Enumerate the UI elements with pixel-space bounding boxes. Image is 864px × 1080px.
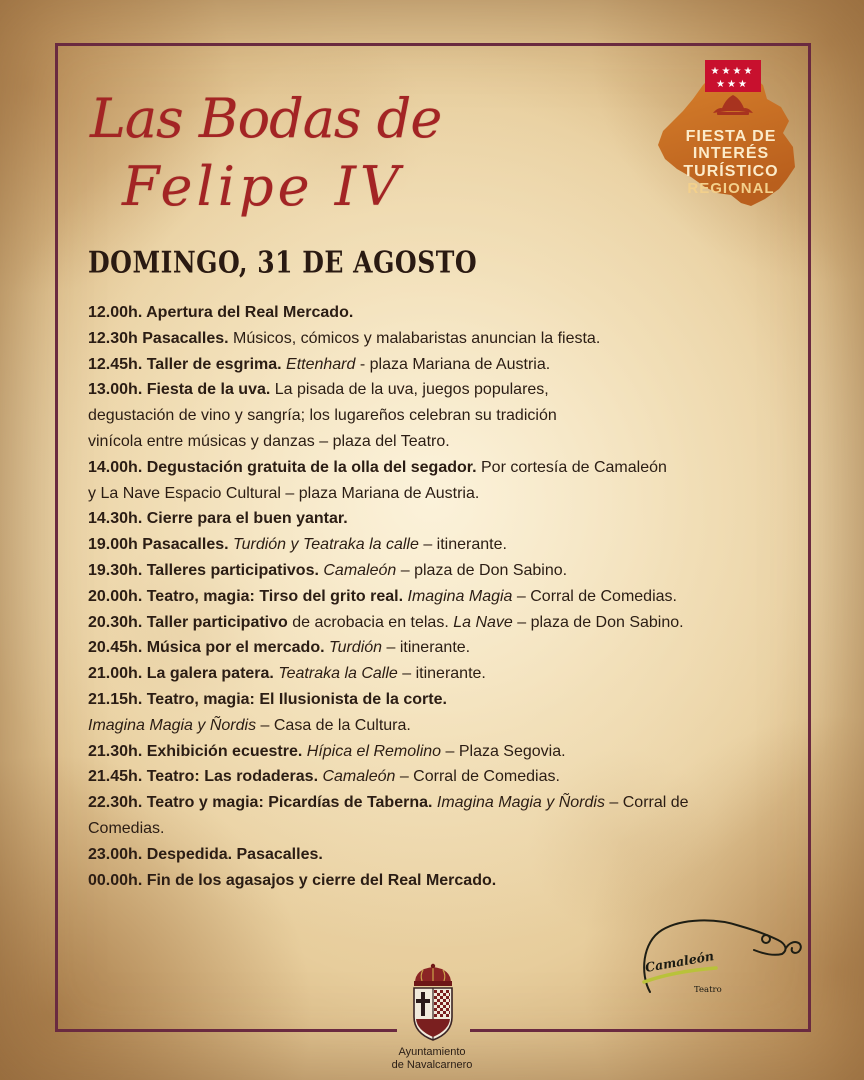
event-detail: – Plaza Segovia.: [441, 742, 566, 760]
theatre-name: Camaleón: [643, 948, 715, 975]
star-icon: ★: [738, 79, 747, 90]
council-line-1: Ayuntamiento: [398, 1046, 466, 1058]
schedule-line: [88, 868, 689, 894]
schedule-line: [88, 816, 689, 842]
crown-icon: [414, 964, 452, 986]
event-title: 21.00h. La galera patera.: [88, 665, 274, 683]
event-title: 20.30h. Taller participativo: [88, 613, 288, 631]
poster-frame-bottom-right: [470, 1029, 811, 1032]
star-icon: ★: [743, 66, 753, 77]
madrid-flag-icon: [705, 60, 761, 92]
navalcarnero-coat-of-arms-icon: [407, 963, 459, 1043]
event-title: 20.45h. Música por el mercado.: [88, 639, 325, 657]
event-title: 14.00h. Degustación gratuita de la olla del segador.: [88, 458, 477, 476]
event-detail: Músicos, cómicos y malabaristas anuncian la fiesta.: [228, 329, 601, 347]
performer-name: La Nave: [453, 613, 513, 631]
schedule-line: [88, 455, 689, 481]
event-title: 21.30h. Exhibición ecuestre.: [88, 742, 303, 760]
schedule-line: [88, 661, 689, 687]
performer-name: Imagina Magia y Ñordis: [88, 716, 257, 734]
star-icon: ★: [732, 66, 742, 77]
event-detail: – Corral de: [604, 794, 689, 812]
schedule-list: [88, 300, 689, 893]
schedule-line: [88, 764, 689, 790]
schedule-line: [88, 300, 689, 326]
star-icon: ★: [710, 66, 720, 77]
badge-line-4: REGIONAL: [687, 180, 775, 197]
event-title: 12.00h. Apertura del Real Mercado.: [88, 304, 354, 321]
performer-name: Ettenhard: [281, 355, 356, 373]
schedule-line: [88, 687, 689, 713]
star-icon: ★: [716, 79, 725, 90]
schedule-line: [88, 842, 689, 868]
performer-name: Camaleón: [318, 768, 396, 786]
event-detail: degustación de vino y sangría; los lugareños celebran su tradición: [88, 407, 557, 425]
schedule-line: [88, 429, 689, 455]
event-title: 23.00h. Despedida. Pasacalles.: [88, 845, 323, 863]
event-detail: - plaza Mariana de Austria.: [355, 355, 551, 373]
poster-title-line-2: Felipe IV: [122, 155, 404, 218]
star-icon: ★: [727, 79, 736, 90]
star-icon: ★: [721, 66, 731, 77]
performer-name: Imagina Magia y Ñordis: [432, 794, 605, 812]
performer-name: Camaleón: [318, 561, 397, 579]
event-detail: – itinerante.: [397, 665, 486, 683]
badge-line-3: TURÍSTICO: [683, 163, 779, 180]
schedule-line: [88, 790, 689, 816]
schedule-line: [88, 584, 689, 610]
council-line-2: de Navalcarnero: [391, 1059, 473, 1071]
event-title: 20.00h. Teatro, magia: Tirso del grito real.: [88, 587, 404, 605]
performer-name: Imagina Magia: [403, 587, 513, 605]
event-detail: Por cortesía de Camaleón: [476, 458, 667, 476]
schedule-line: [88, 326, 689, 352]
event-title: 12.30h Pasacalles.: [88, 329, 229, 347]
event-detail: – plaza de Don Sabino.: [396, 561, 568, 579]
fiesta-interes-turistico-badge: [655, 55, 800, 210]
badge-line-2: INTERÉS: [692, 145, 770, 162]
event-detail: de acrobacia en telas.: [287, 613, 454, 631]
event-title: 19.00h Pasacalles.: [88, 536, 229, 554]
performer-name: Turdión y Teatraka la calle: [228, 536, 419, 554]
event-detail: – itinerante.: [418, 536, 507, 554]
poster-title-line-1: Las Bodas de: [90, 87, 442, 150]
event-detail: – Casa de la Cultura.: [256, 716, 411, 734]
theatre-subtitle: Teatro: [694, 985, 722, 995]
event-title: 00.00h. Fin de los agasajos y cierre del Real Mercado.: [88, 871, 497, 889]
performer-name: Teatraka la Calle: [273, 665, 398, 683]
event-title: 14.30h. Cierre para el buen yantar.: [88, 510, 348, 528]
event-title: 21.15h. Teatro, magia: El Ilusionista de la corte.: [88, 690, 447, 708]
event-detail: Comedias.: [88, 819, 165, 837]
schedule-line: [88, 481, 689, 507]
event-detail: – Corral de Comedias.: [395, 768, 560, 786]
schedule-line: [88, 739, 689, 765]
event-title: 22.30h. Teatro y magia: Picardías de Taberna.: [88, 794, 433, 812]
schedule-line: [88, 635, 689, 661]
event-title: 21.45h. Teatro: Las rodaderas.: [88, 768, 319, 786]
schedule-line: [88, 377, 689, 403]
event-detail: La pisada de la uva, juegos populares,: [270, 381, 549, 399]
event-title: 12.45h. Taller de esgrima.: [88, 355, 282, 373]
council-name: [372, 1046, 492, 1072]
date-heading: DOMINGO, 31 DE AGOSTO: [88, 244, 478, 280]
schedule-line: [88, 532, 689, 558]
event-detail: – Corral de Comedias.: [512, 587, 677, 605]
event-title: 19.30h. Talleres participativos.: [88, 561, 319, 579]
schedule-line: [88, 610, 689, 636]
performer-name: Hípica el Remolino: [302, 742, 442, 760]
schedule-line: [88, 506, 689, 532]
camaleon-teatro-logo: [636, 908, 806, 1008]
event-detail: – plaza de Don Sabino.: [512, 613, 684, 631]
schedule-line: [88, 403, 689, 429]
event-title: 13.00h. Fiesta de la uva.: [88, 381, 271, 399]
schedule-line: [88, 352, 689, 378]
schedule-line: [88, 713, 689, 739]
performer-name: Turdión: [324, 639, 383, 657]
poster-frame-bottom-left: [55, 1029, 397, 1032]
event-detail: vinícola entre músicas y danzas – plaza del Teatro.: [88, 432, 450, 450]
badge-line-1: FIESTA DE: [685, 128, 777, 145]
schedule-line: [88, 558, 689, 584]
event-detail: y La Nave Espacio Cultural – plaza Mariana de Austria.: [88, 484, 480, 502]
event-detail: – itinerante.: [382, 639, 471, 657]
